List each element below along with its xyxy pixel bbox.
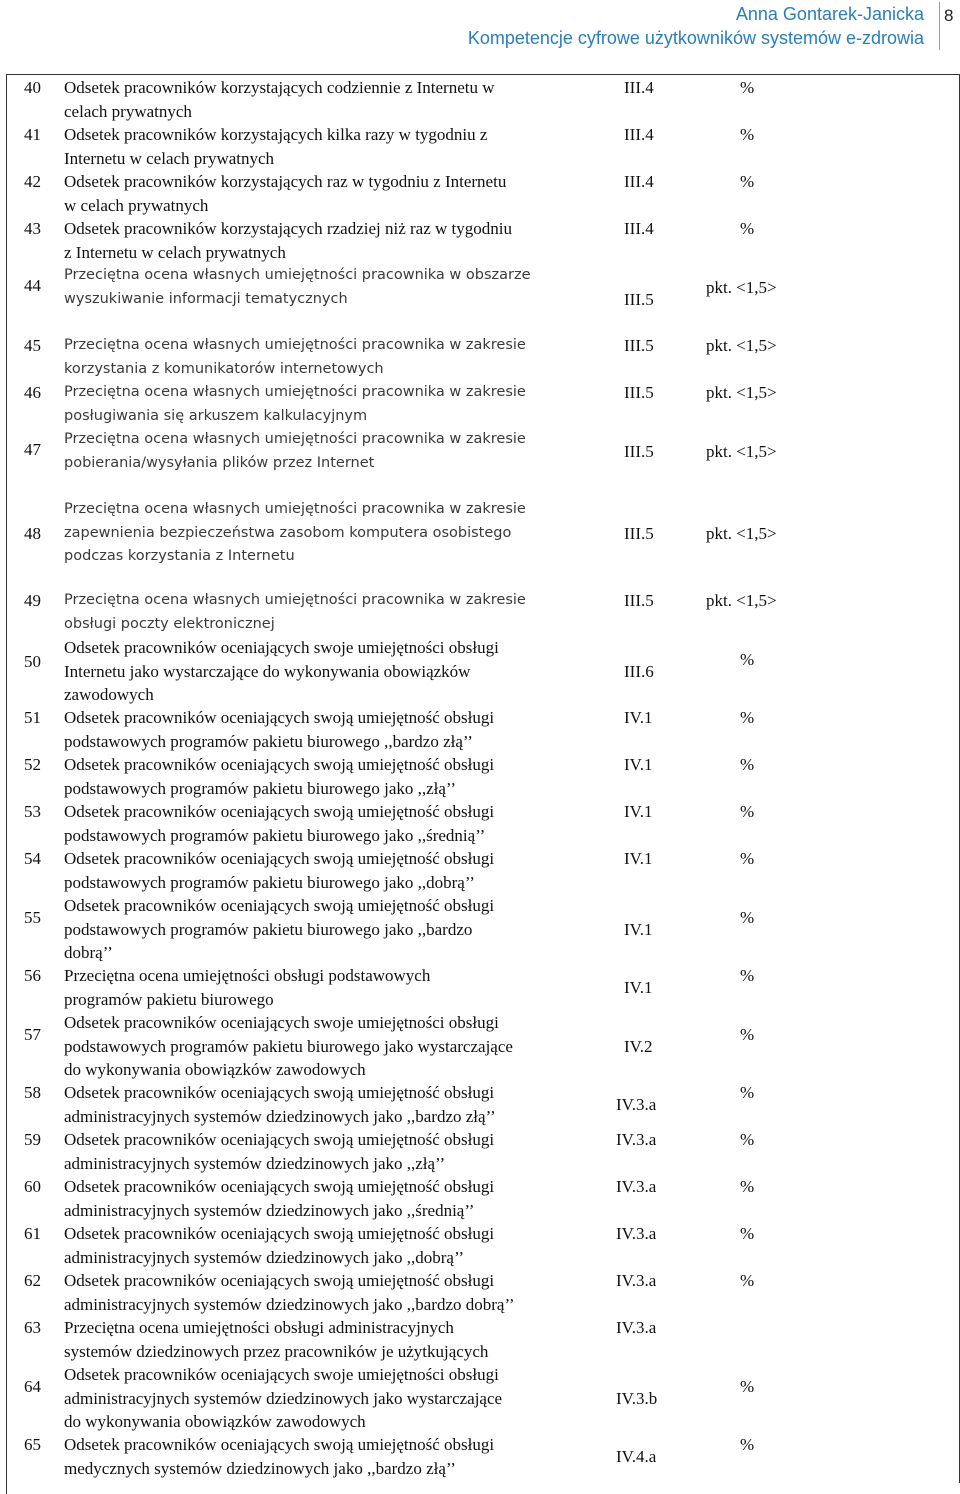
row-number: 54 <box>24 849 41 868</box>
row-number: 60 <box>24 1177 41 1196</box>
description-line: Odsetek pracowników oceniających swoją umiejętność obsługi <box>64 1435 495 1454</box>
unit-label: % <box>740 78 755 97</box>
header-divider <box>939 2 940 50</box>
section-code: IV.1 <box>624 802 653 821</box>
description-line: Odsetek pracowników oceniających swoją umiejętność obsługi <box>64 1130 495 1149</box>
row-number: 55 <box>24 908 41 927</box>
description-line: Odsetek pracowników oceniających swoją umiejętność obsługi <box>64 1224 495 1243</box>
unit-label: % <box>740 1083 755 1102</box>
section-code: III.4 <box>624 219 654 238</box>
row-description <box>64 894 584 965</box>
row-description <box>64 123 584 170</box>
unit-label: % <box>740 849 755 868</box>
section-code: IV.3.b <box>616 1389 658 1408</box>
unit-label: % <box>740 172 755 191</box>
row-number: 56 <box>24 966 41 985</box>
row-description <box>64 800 584 847</box>
description-line: Odsetek pracowników oceniających swoją umiejętność obsługi <box>64 755 495 774</box>
description-line: posługiwania się arkuszem kalkulacyjnym <box>64 407 368 424</box>
description-line: Internetu w celach prywatnych <box>64 148 275 168</box>
section-code: III.5 <box>624 383 654 402</box>
description-line: systemów dziedzinowych przez pracowników je użytkujących <box>64 1341 489 1361</box>
row-description <box>64 1363 584 1434</box>
description-line: obsługi poczty elektronicznej <box>64 615 275 632</box>
unit-label: % <box>740 1025 755 1044</box>
description-line: wyszukiwanie informacji tematycznych <box>64 290 348 307</box>
page-number: 8 <box>944 6 954 25</box>
page-header <box>0 0 960 56</box>
unit-label: % <box>740 966 755 985</box>
description-line: podstawowych programów pakietu biurowego jako ,,dobrą’’ <box>64 872 475 892</box>
description-line: Odsetek pracowników oceniających swoje umiejętności obsługi <box>64 1365 499 1384</box>
description-line: programów pakietu biurowego <box>64 989 274 1009</box>
unit-label: % <box>740 650 755 669</box>
row-description <box>64 334 584 381</box>
section-code: III.4 <box>624 125 654 144</box>
description-line: z Internetu w celach prywatnych <box>64 242 286 262</box>
description-line: korzystania z komunikatorów internetowych <box>64 360 384 377</box>
section-code: III.6 <box>624 662 654 681</box>
row-description <box>64 1433 584 1480</box>
section-code: IV.1 <box>624 708 653 727</box>
unit-label: % <box>740 125 755 144</box>
description-line: Odsetek pracowników oceniających swoje umiejętności obsługi <box>64 638 499 657</box>
row-number: 51 <box>24 708 41 727</box>
unit-label: % <box>740 1224 755 1243</box>
row-description <box>64 847 584 894</box>
row-description <box>64 498 584 569</box>
row-number: 53 <box>24 802 41 821</box>
row-number: 63 <box>24 1318 41 1337</box>
section-code: III.5 <box>624 591 654 610</box>
description-line: administracyjnych systemów dziedzinowych jako wystarczające <box>64 1388 503 1408</box>
section-code: III.5 <box>624 336 654 355</box>
description-line: w celach prywatnych <box>64 195 209 215</box>
section-code: IV.3.a <box>616 1271 657 1290</box>
row-number: 41 <box>24 125 41 144</box>
description-line: Odsetek pracowników korzystających raz w tygodniu z Internetu <box>64 172 507 191</box>
section-code: IV.3.a <box>616 1095 657 1114</box>
description-line: administracyjnych systemów dziedzinowych jako ,,dobrą’’ <box>64 1247 465 1267</box>
row-description <box>64 1011 584 1082</box>
row-description <box>64 636 584 707</box>
row-description <box>64 428 584 475</box>
description-line: Odsetek pracowników oceniających swoją umiejętność obsługi <box>64 896 495 915</box>
description-line: medycznych systemów dziedzinowych jako ,,bardzo złą’’ <box>64 1458 456 1478</box>
description-line: Przeciętna ocena własnych umiejętności pracownika w zakresie <box>64 337 526 353</box>
section-code: III.4 <box>624 78 654 97</box>
section-code: IV.1 <box>624 849 653 868</box>
description-line: Odsetek pracowników oceniających swoją umiejętność obsługi <box>64 1177 495 1196</box>
section-code: IV.1 <box>624 920 653 939</box>
description-line: Przeciętna ocena własnych umiejętności pracownika w obszarze <box>64 267 531 283</box>
unit-label: % <box>740 708 755 727</box>
description-line: Odsetek pracowników oceniających swoją umiejętność obsługi <box>64 708 495 727</box>
description-line: podstawowych programów pakietu biurowego ,,bardzo złą’’ <box>64 731 473 751</box>
row-number: 48 <box>24 524 41 543</box>
row-description <box>64 170 584 217</box>
header-title: Kompetencje cyfrowe użytkowników systemów e-zdrowia <box>467 28 924 48</box>
row-number: 42 <box>24 172 41 191</box>
row-number: 52 <box>24 755 41 774</box>
description-line: Przeciętna ocena umiejętności obsługi podstawowych <box>64 966 431 985</box>
description-line: Przeciętna ocena własnych umiejętności pracownika w zakresie <box>64 431 526 447</box>
section-code: IV.1 <box>624 755 653 774</box>
row-description <box>64 264 584 311</box>
unit-label: % <box>740 1130 755 1149</box>
row-description <box>64 1269 584 1316</box>
row-description <box>64 589 584 636</box>
unit-label: pkt. <1,5> <box>706 591 777 610</box>
unit-label: pkt. <1,5> <box>706 524 777 543</box>
unit-label: % <box>740 802 755 821</box>
section-code: IV.4.a <box>616 1447 657 1466</box>
row-description <box>64 964 584 1011</box>
header-author: Anna Gontarek-Janicka <box>735 4 924 24</box>
description-line: podstawowych programów pakietu biurowego jako ,,złą’’ <box>64 778 456 798</box>
row-number: 61 <box>24 1224 41 1243</box>
row-description <box>64 1222 584 1269</box>
row-description <box>64 76 584 123</box>
description-line: Przeciętna ocena własnych umiejętności pracownika w zakresie <box>64 592 526 608</box>
unit-label: pkt. <1,5> <box>706 278 777 297</box>
row-number: 58 <box>24 1083 41 1102</box>
row-number: 44 <box>24 276 41 295</box>
row-description <box>64 1316 584 1363</box>
unit-label: pkt. <1,5> <box>706 336 777 355</box>
description-line: pobierania/wysyłania plików przez Internet <box>64 454 375 471</box>
row-number: 47 <box>24 440 41 459</box>
description-line: do wykonywania obowiązków zawodowych <box>64 1412 366 1431</box>
description-line: podczas korzystania z Internetu <box>64 548 295 564</box>
row-number: 64 <box>24 1377 41 1396</box>
unit-label: % <box>740 1435 755 1454</box>
unit-label: % <box>740 755 755 774</box>
unit-label: pkt. <1,5> <box>706 383 777 402</box>
description-line: administracyjnych systemów dziedzinowych jako ,,bardzo dobrą’’ <box>64 1294 515 1314</box>
row-number: 45 <box>24 336 41 355</box>
description-line: zawodowych <box>64 685 154 704</box>
section-code: III.5 <box>624 524 654 543</box>
description-line: administracyjnych systemów dziedzinowych jako ,,bardzo złą’’ <box>64 1106 496 1126</box>
description-line: podstawowych programów pakietu biurowego jako ,,średnią’’ <box>64 825 486 845</box>
row-description <box>64 1081 584 1128</box>
description-line: Odsetek pracowników oceniających swoją umiejętność obsługi <box>64 1271 495 1290</box>
row-description <box>64 1175 584 1222</box>
row-number: 65 <box>24 1435 41 1454</box>
description-line: Przeciętna ocena umiejętności obsługi administracyjnych <box>64 1318 454 1337</box>
unit-label: pkt. <1,5> <box>706 442 777 461</box>
row-number: 62 <box>24 1271 41 1290</box>
description-line: Odsetek pracowników korzystających rzadziej niż raz w tygodniu <box>64 219 512 238</box>
row-number: 49 <box>24 591 41 610</box>
section-code: IV.2 <box>624 1037 653 1056</box>
description-line: celach prywatnych <box>64 101 192 121</box>
unit-label: % <box>740 1177 755 1196</box>
row-description <box>64 217 584 264</box>
description-line: Odsetek pracowników oceniających swoją umiejętność obsługi <box>64 802 495 821</box>
section-code: III.5 <box>624 442 654 461</box>
unit-label: % <box>740 219 755 238</box>
row-number: 43 <box>24 219 41 238</box>
section-code: III.4 <box>624 172 654 191</box>
row-description <box>64 706 584 753</box>
description-line: zapewnienia bezpieczeństwa zasobom komputera osobistego <box>64 524 512 541</box>
description-line: do wykonywania obowiązków zawodowych <box>64 1060 366 1079</box>
row-description <box>64 753 584 800</box>
row-number: 57 <box>24 1025 41 1044</box>
section-code: IV.3.a <box>616 1177 657 1196</box>
description-line: Odsetek pracowników korzystających kilka razy w tygodniu z <box>64 125 488 144</box>
description-line: Internetu jako wystarczające do wykonywania obowiązków <box>64 661 471 681</box>
row-number: 40 <box>24 78 41 97</box>
section-code: III.5 <box>624 290 654 309</box>
unit-label: % <box>740 1377 755 1396</box>
description-line: administracyjnych systemów dziedzinowych jako ,,złą’’ <box>64 1153 446 1173</box>
description-line: Odsetek pracowników oceniających swoją umiejętność obsługi <box>64 849 495 868</box>
section-code: IV.3.a <box>616 1318 657 1337</box>
unit-label: % <box>740 1271 755 1290</box>
description-line: Przeciętna ocena własnych umiejętności pracownika w zakresie <box>64 384 526 400</box>
description-line: podstawowych programów pakietu biurowego jako wystarczające <box>64 1036 513 1056</box>
section-code: IV.3.a <box>616 1130 657 1149</box>
description-line: administracyjnych systemów dziedzinowych jako ,,średnią’’ <box>64 1200 475 1220</box>
section-code: IV.1 <box>624 978 653 997</box>
row-number: 50 <box>24 652 41 671</box>
description-line: Odsetek pracowników oceniających swoje umiejętności obsługi <box>64 1013 499 1032</box>
row-description <box>64 1128 584 1175</box>
description-line: Przeciętna ocena własnych umiejętności pracownika w zakresie <box>64 501 526 517</box>
section-code: IV.3.a <box>616 1224 657 1243</box>
row-number: 46 <box>24 383 41 402</box>
description-line: Odsetek pracowników oceniających swoją umiejętność obsługi <box>64 1083 495 1102</box>
unit-label: % <box>740 908 755 927</box>
description-line: Odsetek pracowników korzystających codziennie z Internetu w <box>64 78 495 97</box>
row-number: 59 <box>24 1130 41 1149</box>
description-line: dobrą’’ <box>64 943 113 962</box>
row-description <box>64 381 584 428</box>
description-line: podstawowych programów pakietu biurowego jako ,,bardzo <box>64 919 473 939</box>
